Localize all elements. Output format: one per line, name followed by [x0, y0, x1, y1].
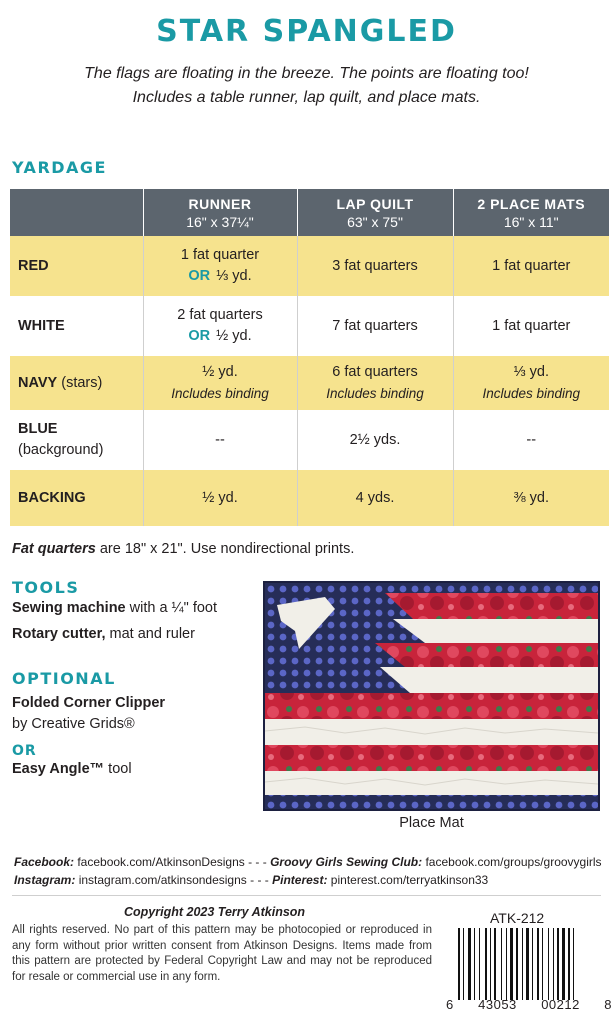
barcode-bar — [526, 928, 529, 1000]
row-label-navy-main: NAVY — [18, 374, 58, 391]
table-row-white — [10, 296, 609, 356]
barcode-bar — [516, 928, 518, 1000]
groovy-girls-label: Groovy Girls Sewing Club: — [270, 855, 423, 869]
facebook-label: Facebook: — [14, 855, 75, 869]
or-label: OR — [188, 328, 211, 344]
tool-item-2-rest: mat and ruler — [105, 626, 195, 642]
row-label-navy — [10, 356, 143, 410]
place-mat-photo — [263, 581, 600, 811]
cell-navy-mats-note: Includes binding — [482, 386, 581, 401]
barcode-bar — [468, 928, 471, 1000]
barcode-bar — [553, 928, 554, 1000]
barcode-bar — [463, 928, 464, 1000]
row-label-blue-sub: (background) — [18, 442, 104, 458]
optional-heading: OPTIONAL — [12, 669, 116, 688]
cell-backing-runner: ½ yd. — [143, 470, 297, 526]
cell-navy-mats-value: ⅓ yd. — [513, 364, 549, 380]
barcode-bar — [532, 928, 533, 1000]
sku-label: ATK-212 — [490, 910, 545, 926]
barcode-bar — [557, 928, 559, 1000]
tool-item-sewing-machine — [12, 600, 217, 616]
tool-item-2-bold: Rotary cutter, — [12, 626, 106, 642]
optional-item-2-rest: tool — [104, 761, 132, 777]
subtitle — [30, 62, 583, 110]
barcode-digit-group: 8 — [604, 997, 612, 1012]
optional-item-2-bold: Easy Angle™ — [12, 761, 105, 777]
header-mats-name: 2 PLACE MATS — [477, 195, 586, 212]
barcode-bar — [510, 928, 513, 1000]
barcode-bar — [490, 928, 491, 1000]
barcode-bar — [494, 928, 496, 1000]
tools-heading: TOOLS — [12, 578, 80, 597]
table-row-red — [10, 236, 609, 296]
pinterest-label: Pinterest: — [272, 873, 328, 887]
cell-white-runner-alt-line — [144, 326, 297, 347]
header-runner — [143, 189, 297, 236]
cell-red-lap: 3 fat quarters — [297, 236, 453, 296]
social-line-2 — [14, 872, 488, 889]
or-label: OR — [188, 268, 211, 284]
table-row-blue — [10, 410, 609, 470]
instagram-link[interactable]: instagram.com/atkinsondesigns - - - — [75, 873, 273, 887]
barcode-digit-group: 6 — [446, 997, 454, 1012]
row-label-blue — [10, 410, 143, 470]
barcode-bar — [573, 928, 574, 1000]
barcode-bar — [501, 928, 502, 1000]
instagram-label: Instagram: — [14, 873, 76, 887]
facebook-link[interactable]: facebook.com/AtkinsonDesigns - - - — [74, 855, 271, 869]
yardage-table — [10, 189, 609, 526]
optional-item-clipper — [12, 695, 165, 711]
barcode-bar — [506, 928, 507, 1000]
legal-text: All rights reserved. No part of this pattern may be photocopied or reproduced in any form without prior written consent from Atkinson Designs. Items made from this pattern are protected by Federal Copyright Law and may not be reproduced for resale or commercial use in any form. — [12, 924, 432, 983]
row-label-red: RED — [10, 236, 143, 296]
cell-blue-lap: 2½ yds. — [297, 410, 453, 470]
barcode-digits — [446, 997, 612, 1012]
header-place-mats — [453, 189, 609, 236]
row-label-navy-sub: (stars) — [61, 374, 103, 391]
cell-navy-runner — [143, 356, 297, 410]
header-lap-size: 63" x 75" — [347, 213, 403, 230]
social-line-1 — [14, 854, 602, 871]
cell-backing-mats: ⅜ yd. — [453, 470, 609, 526]
pinterest-link[interactable]: pinterest.com/terryatkinson33 — [327, 873, 489, 887]
cell-navy-mats — [453, 356, 609, 410]
optional-or-label: OR — [12, 743, 37, 759]
fat-quarter-note — [12, 541, 354, 557]
tool-item-rotary-cutter — [12, 626, 195, 642]
barcode-bar — [474, 928, 475, 1000]
barcode-digit-group: 43053 — [478, 997, 517, 1012]
row-label-backing: BACKING — [10, 470, 143, 526]
header-runner-name: RUNNER — [188, 195, 252, 212]
footer-divider — [12, 895, 601, 896]
row-label-white: WHITE — [10, 296, 143, 356]
cell-navy-lap-note: Includes binding — [326, 386, 424, 401]
groovy-girls-link[interactable]: facebook.com/groups/groovygirls — [422, 855, 602, 869]
header-runner-size: 16" x 37¼" — [186, 213, 254, 230]
cell-blue-runner: -- — [143, 410, 297, 470]
cell-white-lap: 7 fat quarters — [297, 296, 453, 356]
tool-item-1-bold: Sewing machine — [12, 600, 126, 616]
copyright-heading: Copyright 2023 Terry Atkinson — [124, 905, 306, 919]
barcode-bar — [537, 928, 539, 1000]
image-caption: Place Mat — [399, 815, 464, 831]
barcode-bar — [548, 928, 549, 1000]
page-title: STAR SPANGLED — [156, 14, 457, 49]
flag-quilt-image — [265, 583, 598, 809]
cell-white-runner-alt: ½ yd. — [216, 328, 252, 344]
barcode — [456, 928, 604, 1000]
table-row-backing — [10, 470, 609, 526]
header-mats-size: 16" x 11" — [503, 213, 559, 230]
table-row-navy — [10, 356, 609, 410]
optional-item-clipper-sub: by Creative Grids® — [12, 716, 135, 732]
cell-blue-mats: -- — [453, 410, 609, 470]
barcode-bar — [568, 928, 570, 1000]
subtitle-line-1: The flags are floating in the breeze. The points are floating too! — [84, 65, 529, 82]
cell-navy-lap — [297, 356, 453, 410]
barcode-bar — [485, 928, 487, 1000]
cell-backing-lap: 4 yds. — [297, 470, 453, 526]
barcode-bar — [562, 928, 565, 1000]
barcode-digit-group: 00212 — [541, 997, 580, 1012]
yardage-heading: YARDAGE — [12, 158, 107, 177]
cell-red-runner-alt: ⅓ yd. — [216, 268, 252, 284]
cell-navy-lap-value: 6 fat quarters — [332, 364, 418, 380]
cell-white-runner — [143, 296, 297, 356]
header-lap-quilt — [297, 189, 453, 236]
cell-navy-runner-value: ½ yd. — [202, 364, 238, 380]
barcode-bar — [522, 928, 523, 1000]
barcode-bar — [458, 928, 460, 1000]
cell-navy-runner-note: Includes binding — [171, 386, 269, 401]
fat-note-bold: Fat quarters — [12, 541, 96, 557]
table-header-row — [10, 189, 609, 236]
row-label-blue-main: BLUE — [18, 421, 58, 437]
header-empty — [10, 189, 143, 236]
cell-white-runner-main: 2 fat quarters — [177, 307, 263, 323]
header-lap-name: LAP QUILT — [336, 195, 414, 212]
cell-red-mats: 1 fat quarter — [453, 236, 609, 296]
tool-item-1-rest: with a ¼" foot — [125, 600, 218, 616]
fat-note-rest: are 18" x 21". Use nondirectional prints. — [95, 541, 355, 557]
barcode-bar — [479, 928, 480, 1000]
optional-item-1-bold: Folded Corner Clipper — [12, 695, 166, 711]
optional-item-easy-angle — [12, 761, 132, 777]
barcode-bar — [542, 928, 543, 1000]
cell-red-runner-main: 1 fat quarter — [180, 247, 260, 263]
cell-red-runner-alt-line — [144, 266, 297, 287]
subtitle-line-2: Includes a table runner, lap quilt, and place mats. — [132, 89, 481, 106]
cell-red-runner — [143, 236, 297, 296]
cell-white-mats: 1 fat quarter — [453, 296, 609, 356]
